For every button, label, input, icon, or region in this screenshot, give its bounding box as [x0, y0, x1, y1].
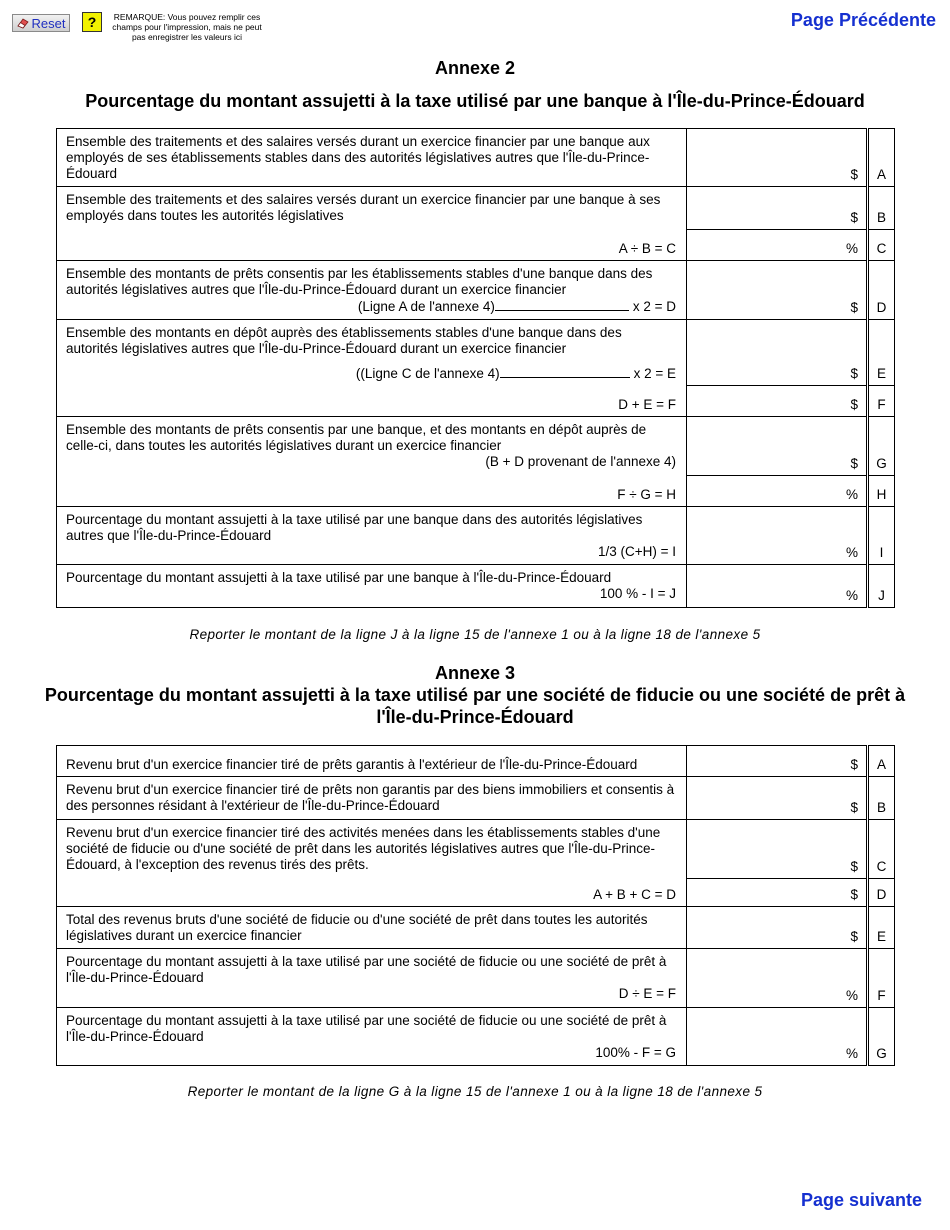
annexe3-field-a[interactable]: [687, 746, 867, 777]
line-letter-b: B: [869, 777, 895, 820]
annexe3-field-d[interactable]: [687, 879, 867, 907]
previous-page-link[interactable]: Page Précédente: [790, 10, 936, 30]
help-button[interactable]: ?: [82, 12, 102, 32]
line-letter-f: F: [869, 386, 895, 417]
annexe3-report-note: Reporter le montant de la ligne G à la ligne 15 de l'annexe 1 ou à la ligne 18 de l'annexe 5: [187, 1084, 763, 1099]
annexe2-row-j-desc: Pourcentage du montant assujetti à la taxe utilisé par une banque à l'Île-du-Prince-Édouard: [66, 570, 612, 585]
line-letter-i: I: [869, 507, 895, 565]
annexe3-row-b-desc: Revenu brut d'un exercice financier tiré de prêts non garantis par des biens immobiliers et consentis à des personnes résidant à l'extérieur de l'Île-du-Prince-Édouard: [57, 777, 687, 820]
annexe2-row-d-desc: Ensemble des montants de prêts consentis par les établissements stables d'une banque dans des autorités législatives autres que l'Île-du-Prince-Édouard durant un exercice financier: [66, 266, 653, 297]
annexe3-table: [56, 745, 895, 1066]
unit-label: $: [850, 929, 858, 944]
line-letter-a: A: [869, 746, 895, 777]
unit-label: %: [845, 588, 858, 603]
line-letter-d: D: [869, 879, 895, 907]
annexe3-row-f-desc: Pourcentage du montant assujetti à la taxe utilisé par une société de fiducie ou une société de prêt à l'Île-du-Prince-Édouard: [66, 954, 667, 985]
unit-label: %: [845, 988, 858, 1003]
unit-label: $: [850, 366, 858, 381]
annexe2-table: [56, 128, 895, 608]
annexe2-field-d[interactable]: [687, 261, 867, 320]
annexe2-field-b[interactable]: [687, 187, 867, 230]
unit-label: %: [845, 241, 858, 256]
annexe2-field-e[interactable]: [687, 320, 867, 386]
annexe2-field-h[interactable]: [687, 476, 867, 507]
unit-label: $: [850, 757, 858, 772]
annexe2-report-note: Reporter le montant de la ligne J à la ligne 15 de l'annexe 1 ou à la ligne 18 de l'annexe 5: [189, 627, 761, 642]
unit-label: $: [850, 456, 858, 471]
annexe3-row-c-desc: Revenu brut d'un exercice financier tiré des activités menées dans les établissements stables d'une société de fiducie ou d'une société de prêt dans les autorités législatives autres que l'Île-du-Prince-Édouard, à l'exception des revenus tirés des prêts.: [57, 820, 687, 879]
unit-label: $: [850, 167, 858, 182]
eraser-icon: [17, 17, 29, 29]
annexe2-blank-d[interactable]: [495, 298, 629, 311]
line-letter-j: J: [869, 565, 895, 608]
annexe3-field-e[interactable]: [687, 907, 867, 949]
annexe2-formula-g: (B + D provenant de l'annexe 4): [485, 454, 676, 469]
line-letter-a: A: [869, 129, 895, 187]
annexe2-row-a-desc: Ensemble des traitements et des salaires versés durant un exercice financier par une banque aux employés de ses établissements stables dans des autorités législatives autres que l'Île-du-Prince-Édouard: [57, 129, 687, 187]
unit-label: %: [845, 487, 858, 502]
annexe2-field-f[interactable]: [687, 386, 867, 417]
unit-label: $: [850, 800, 858, 815]
print-note: REMARQUE: Vous pouvez remplir ces champs pour l'impression, mais ne peut pas enregistrer les valeurs ici: [112, 12, 262, 42]
annexe3-field-b[interactable]: [687, 777, 867, 820]
annexe3-subtitle: Pourcentage du montant assujetti à la taxe utilisé par une société de fiducie ou une société de prêt à l'Île-du-Prince-Édouard: [44, 685, 906, 727]
annexe3-formula-f: D ÷ E = F: [618, 986, 676, 1001]
annexe2-formula-i: 1/3 (C+H) = I: [597, 544, 676, 559]
annexe2-row-g-desc: Ensemble des montants de prêts consentis par une banque, et des montants en dépôt auprès de celle-ci, dans toutes les autorités législatives durant un exercice financier: [66, 422, 647, 453]
annexe2-formula-d: (Ligne A de l'annexe 4) x 2 = D: [357, 299, 676, 314]
annexe2-formula-f: D + E = F: [618, 397, 676, 412]
line-letter-g: G: [869, 1008, 895, 1066]
annexe3-title: Annexe 3: [434, 663, 516, 683]
unit-label: $: [850, 300, 858, 315]
unit-label: %: [845, 545, 858, 560]
unit-label: $: [850, 397, 858, 412]
annexe3-formula-d: A + B + C = D: [593, 887, 676, 902]
annexe2-field-i[interactable]: [687, 507, 867, 565]
annexe2-field-g[interactable]: [687, 417, 867, 476]
annexe3-field-g[interactable]: [687, 1008, 867, 1066]
line-letter-e: E: [869, 907, 895, 949]
line-letter-f: F: [869, 949, 895, 1008]
annexe3-formula-g: 100% - F = G: [595, 1045, 676, 1060]
reset-button[interactable]: [12, 14, 70, 32]
annexe2-formula-e: ((Ligne C de l'annexe 4) x 2 = E: [355, 366, 676, 381]
unit-label: $: [850, 859, 858, 874]
annexe2-title: Annexe 2: [434, 58, 516, 78]
annexe2-row-e-desc: Ensemble des montants en dépôt auprès des établissements stables d'une banque dans des autorités législatives autres que l'Île-du-Prince-Édouard durant un exercice financier: [66, 325, 622, 356]
annexe2-row-i-desc: Pourcentage du montant assujetti à la taxe utilisé par une banque dans des autorités législatives autres que l'Île-du-Prince-Édouard: [66, 512, 643, 543]
annexe3-field-f[interactable]: [687, 949, 867, 1008]
reset-label: Reset: [31, 15, 66, 31]
next-page-link[interactable]: Page suivante: [800, 1190, 922, 1210]
line-letter-h: H: [869, 476, 895, 507]
unit-label: $: [850, 210, 858, 225]
annexe3-row-e-desc: Total des revenus bruts d'une société de fiducie ou d'une société de prêt dans toutes les autorités législatives durant un exercice financier: [57, 907, 687, 949]
annexe2-field-a[interactable]: [687, 129, 867, 187]
annexe3-row-g-desc: Pourcentage du montant assujetti à la taxe utilisé par une société de fiducie ou une société de prêt à l'Île-du-Prince-Édouard: [66, 1013, 667, 1044]
unit-label: %: [845, 1046, 858, 1061]
annexe2-row-b-desc: Ensemble des traitements et des salaires versés durant un exercice financier par une banque à ses employés dans toutes les autorités législatives: [57, 187, 687, 230]
line-letter-c: C: [869, 820, 895, 879]
annexe2-formula-c: A ÷ B = C: [618, 241, 676, 256]
annexe2-field-j[interactable]: [687, 565, 867, 608]
annexe3-field-c[interactable]: [687, 820, 867, 879]
annexe2-formula-j: 100 % - I = J: [599, 586, 676, 601]
line-letter-c: C: [869, 230, 895, 261]
line-letter-d: D: [869, 261, 895, 320]
annexe2-formula-h: F ÷ G = H: [617, 487, 676, 502]
annexe3-row-a-desc: Revenu brut d'un exercice financier tiré de prêts garantis à l'extérieur de l'Île-du-Prince-Édouard: [57, 746, 687, 777]
annexe2-field-c[interactable]: [687, 230, 867, 261]
line-letter-e: E: [869, 320, 895, 386]
annexe2-blank-e[interactable]: [500, 365, 630, 378]
unit-label: $: [850, 887, 858, 902]
line-letter-g: G: [869, 417, 895, 476]
annexe2-subtitle: Pourcentage du montant assujetti à la taxe utilisé par une banque à l'Île-du-Prince-Édouard: [85, 91, 865, 111]
line-letter-b: B: [869, 187, 895, 230]
